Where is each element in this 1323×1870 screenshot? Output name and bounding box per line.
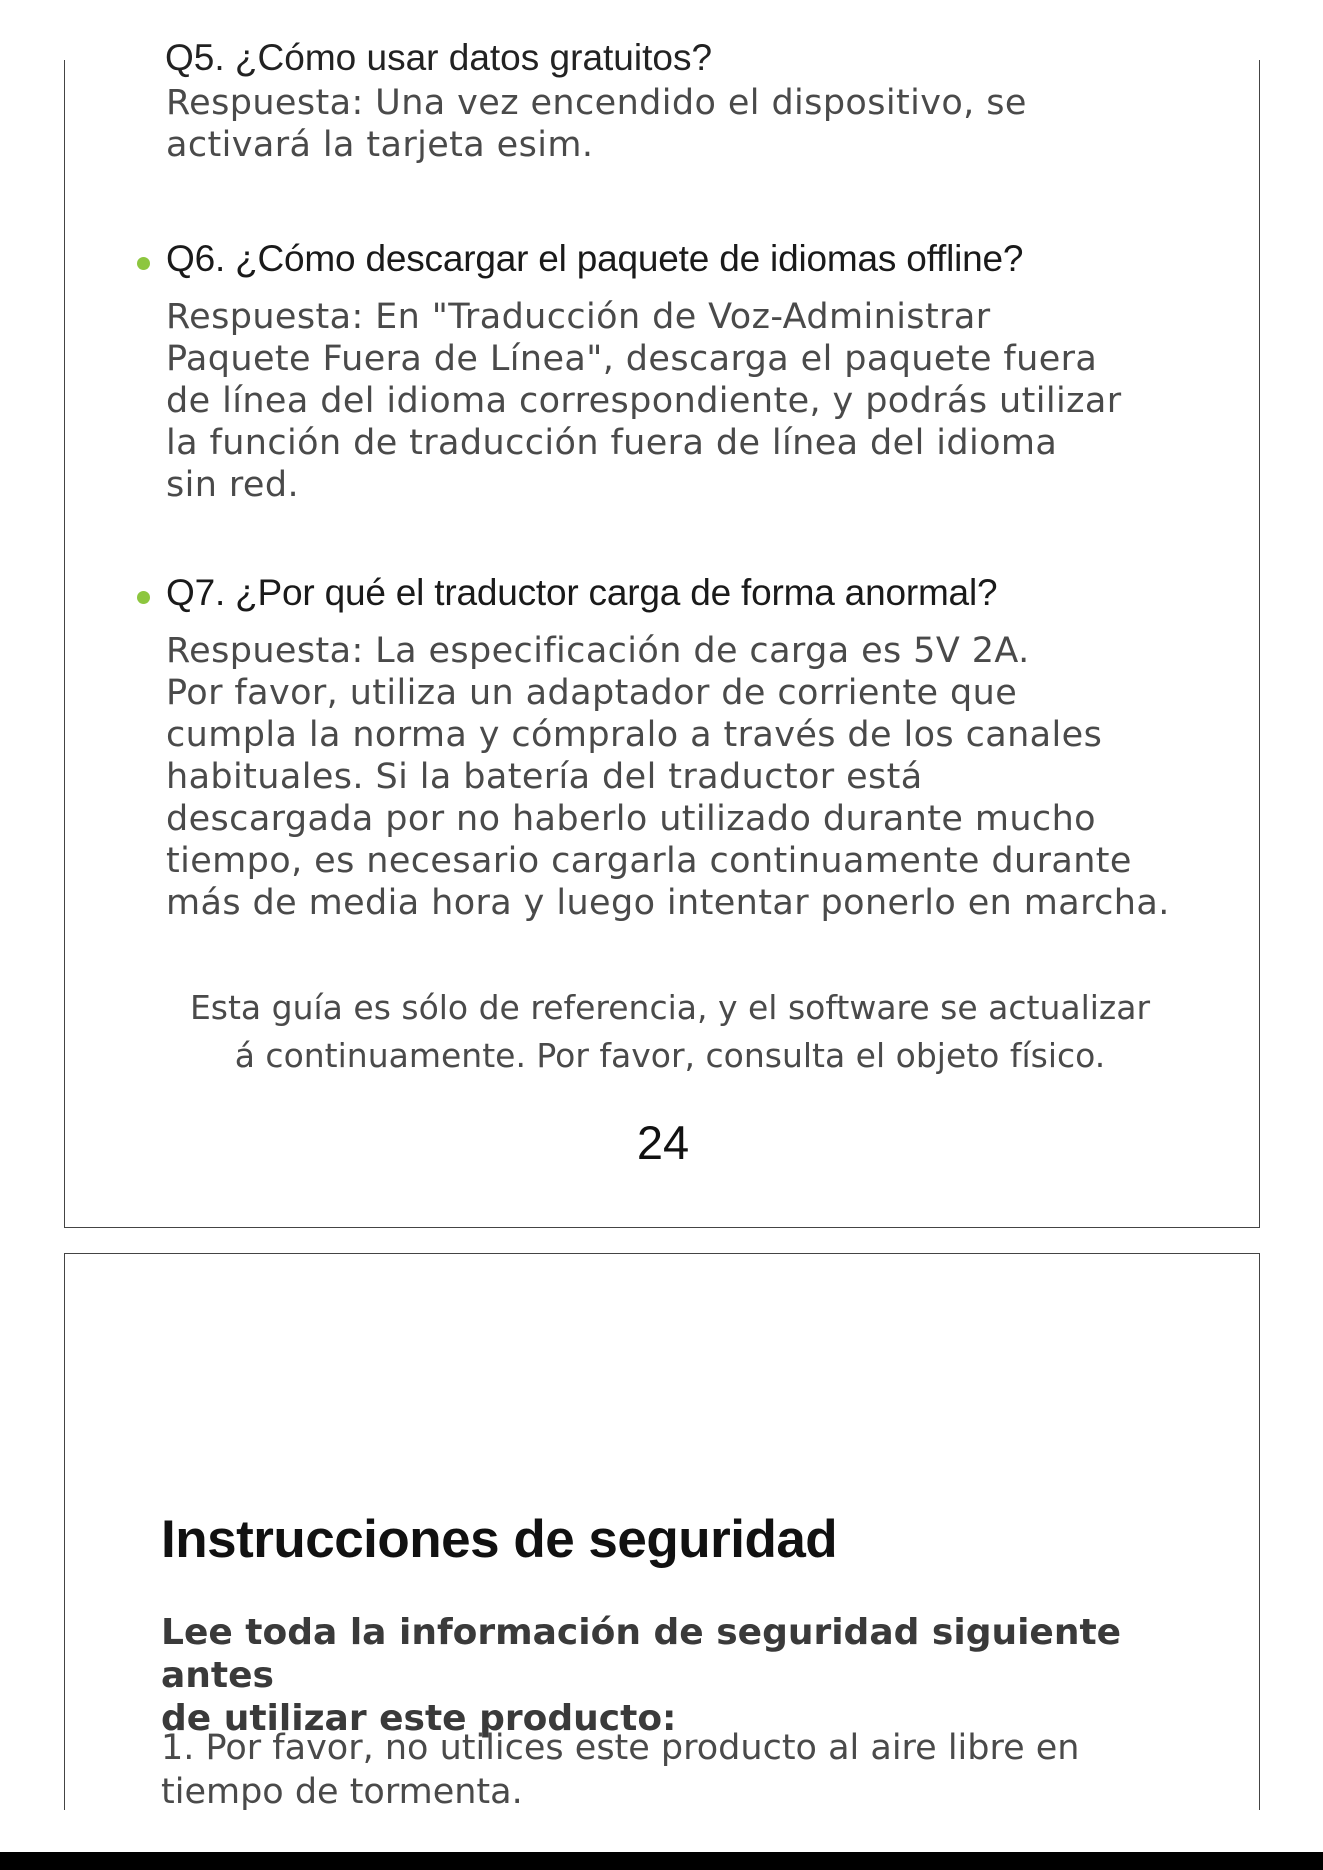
safety-intro: Lee toda la información de seguridad siguiente antes de utilizar este producto: [161, 1612, 1122, 1739]
bullet-icon [137, 591, 150, 604]
q6-question: Q6. ¿Cómo descargar el paquete de idiomas offline? [166, 238, 1024, 279]
q7-answer: Respuesta: La especificación de carga es 5V 2A. Por favor, utiliza un adaptador de corriente que cumpla la norma y cómpralo a través de los canales habituales. Si la batería del traductor está descargada por no haberlo utilizado durante mucho tiempo, es necesario cargarla continuamente durante más de media hora y luego intentar ponerlo en marcha. [166, 631, 1170, 923]
bullet-icon [137, 257, 150, 270]
bottom-bar [0, 1852, 1323, 1870]
safety-item: 1. Por favor, no utilices este producto al aire libre en tiempo de tormenta. [161, 1728, 1080, 1812]
q5-answer: Respuesta: Una vez encendido el dispositivo, se activará la tarjeta esim. [166, 83, 1027, 165]
section-title: Instrucciones de seguridad [161, 1510, 838, 1569]
q7-question: Q7. ¿Por qué el traductor carga de forma anormal? [166, 572, 998, 613]
q6-answer: Respuesta: En "Traducción de Voz-Administrar Paquete Fuera de Línea", descarga el paquete fuera de línea del idioma correspondiente, y podrás utilizar la función de traducción fuera de línea del idioma sin red. [166, 297, 1122, 505]
cut-off-question-heading: Q5. ¿Cómo usar datos gratuitos? [165, 37, 713, 78]
manual-page-24 [64, 37, 1260, 1228]
page-number: 24 [636, 1116, 690, 1169]
manual-page-safety [64, 1253, 1260, 1810]
reference-note: Esta guía es sólo de referencia, y el software se actualizar á continuamente. Por favor, consulta el objeto físico. [189, 988, 1151, 1075]
